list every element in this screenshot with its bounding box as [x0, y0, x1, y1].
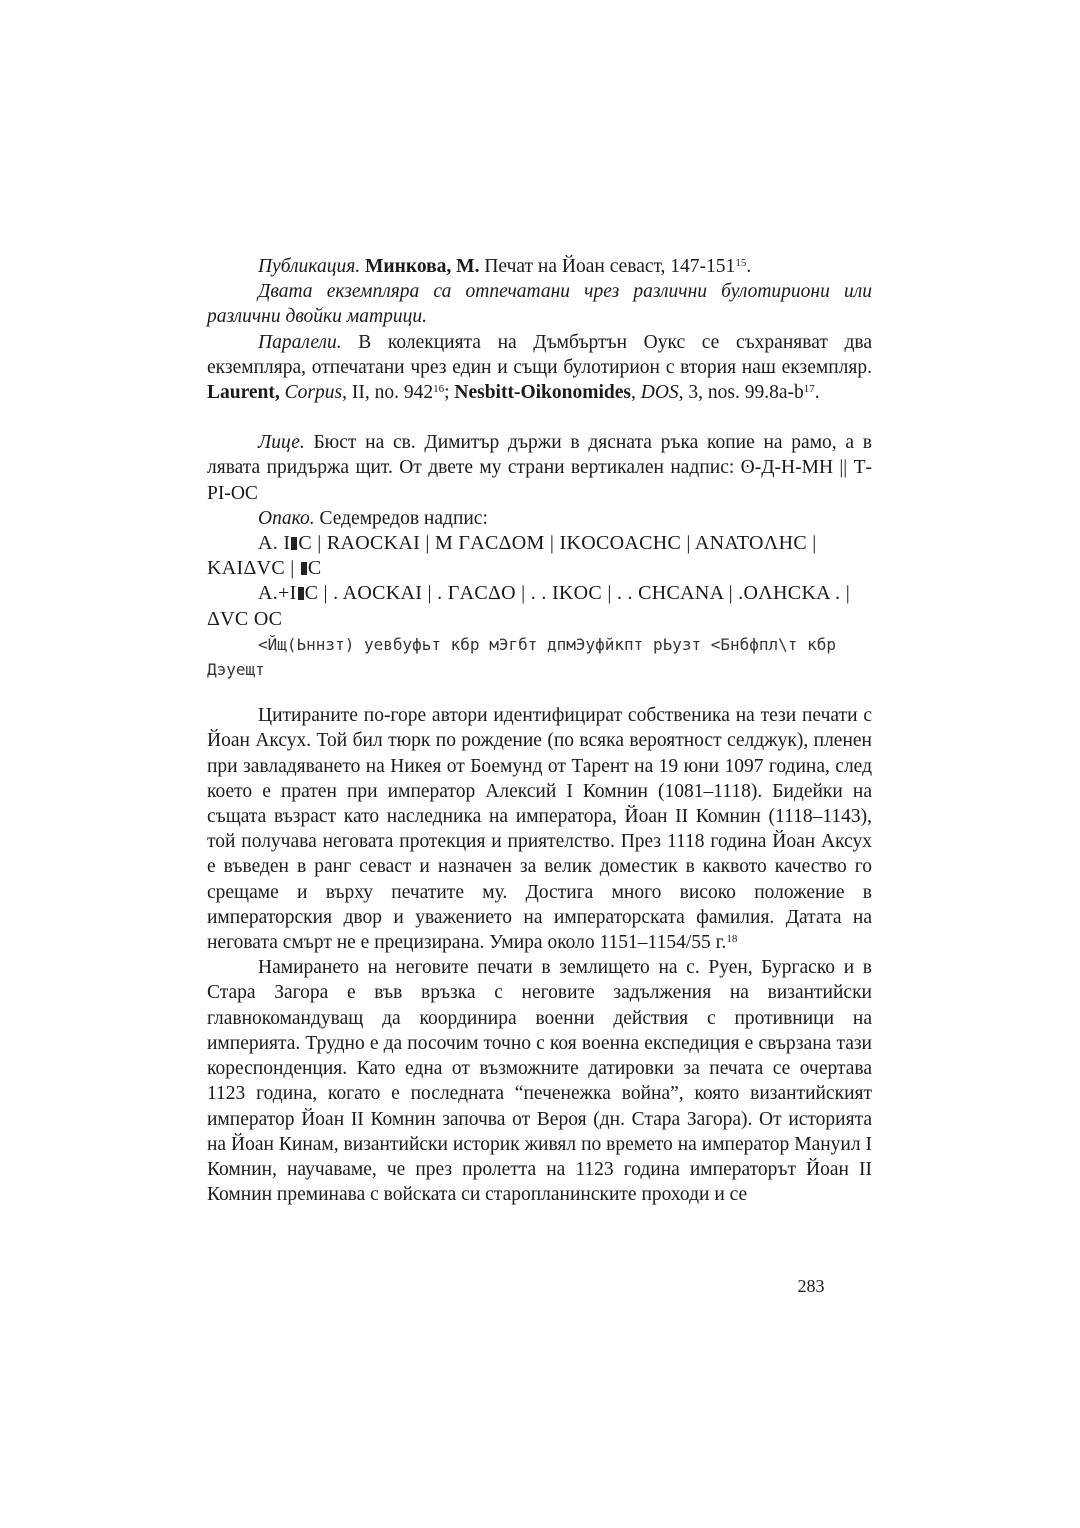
nesbitt-ref: Nesbitt-Oikonomides [454, 382, 631, 404]
parallels-label: Паралели. [258, 331, 342, 353]
laurent-ref: Laurent, [207, 382, 280, 404]
ligature-mark [291, 537, 297, 550]
reverse-paragraph: Опако. Седемредов надпис: [258, 507, 488, 529]
footnote-ref-15: 15 [735, 257, 747, 269]
footnote-ref-18: 18 [726, 933, 738, 946]
publication-label: Публикация. [258, 256, 361, 277]
page-number: 283 [797, 1276, 825, 1296]
ligature-mark [298, 587, 304, 600]
publication-author: Минкова, М. [365, 256, 480, 277]
ligature-mark [301, 562, 307, 575]
inscription-line-2: А.+I C | . AOCKAI | . ΓACΔO | . . IKOC | . . CHCANA | .OΛHCKA . | ΔVC OC [207, 582, 851, 630]
inscription-line-1: А. I C | RAOCKAI | M ΓACΔOM | IKOCOACHC | ANATOΛHC | KAIΔVC | C [207, 532, 817, 580]
inscription-line-3: <Йщ(Ьннзт) уевбуфьт кбр мЭгбт дпмЭуфйкпт рЬузт <Бнбфпл\т кбр Дэуещт [207, 634, 836, 680]
publication-title: Печат на Йоан севаст, 147-151 [484, 256, 736, 277]
footnote-ref-16: 16 [433, 383, 445, 396]
publication-line: Публикация. Минкова, М. Печат на Йоан севаст, $147-151^{15}$. [258, 256, 752, 277]
parallels-paragraph: Паралели. В колекцията на Дъмбъртън Оукс се съхраняват два екземпляра, отпечатани чрез един и същи булотирион с втория наш екземпляр. Laurent, Corpus, II, no. $942^{16}$; Nesbitt-Oikonomides, DOS, 3, nos. $99.8a-b^{17}$. [207, 331, 873, 404]
obverse-label: Лице. [258, 432, 305, 454]
obverse-paragraph: Лице. Бюст на св. Димитър държи в дясната ръка копие на рамо, а в лявата придържа щит. От двете му страни вертикален надпис: ʘ-Д-Н-МН || Т-PI-OC [207, 432, 872, 504]
paragraph-2: Намирането на неговите печати в землището на с. Руен, Бургаско и в Стара Загора е във връзка с неговите задължения на византийски главнокомандуващ да координира военни действия с противници на империята. Трудно е да посочим точно с коя военна експедиция е свързана тази кореспонденция. Като една от възможните датировки за печата се очертава 1123 година, когато е последната “печенежка война”, която византийският император Йоан II Комнин започва от Вероя (дн. Стара Загора). От историята на Йоан Кинам, византийски историк живял по времето на император Мануил I Комнин, научаваме, че през пролетта на 1123 година императорът Йоан II Комнин преминава с войската си старопланинските проходи и се [207, 957, 872, 1206]
paragraph-1: Цитираните по-горе автори идентифицират собственика на тези печати с Йоан Аксух. Той бил тюрк по рождение (по всяка вероятност селджук), пленен при завладяването на Никея от Боемунд от Тарент на 19 юни 1097 година, след което е пратен при император Алексий I Комнин (1081–1118). Бидейки на същата възраст като наследника на императора, Йоан II Комнин (1118–1143), той получава неговата протекция и приятелство. През 1118 година Йоан Аксух е въведен в ранг севаст и назначен за велик доместик в каквото качество го срещаме и върху печатите му. Достига много високо положение в императорския двор и уважението на императорската фамилия. Датата на неговата смърт не е прецизирана. Умира около 1151–1154/55 г.$^{18}$ [207, 705, 872, 954]
note-two-specimens: Двата екземпляра са отпечатани чрез различни булотириони или различни двойки матрици. [207, 281, 872, 328]
reverse-label: Опако. [258, 507, 315, 529]
main-text [207, 254, 872, 1207]
footnote-ref-17: 17 [803, 383, 815, 396]
